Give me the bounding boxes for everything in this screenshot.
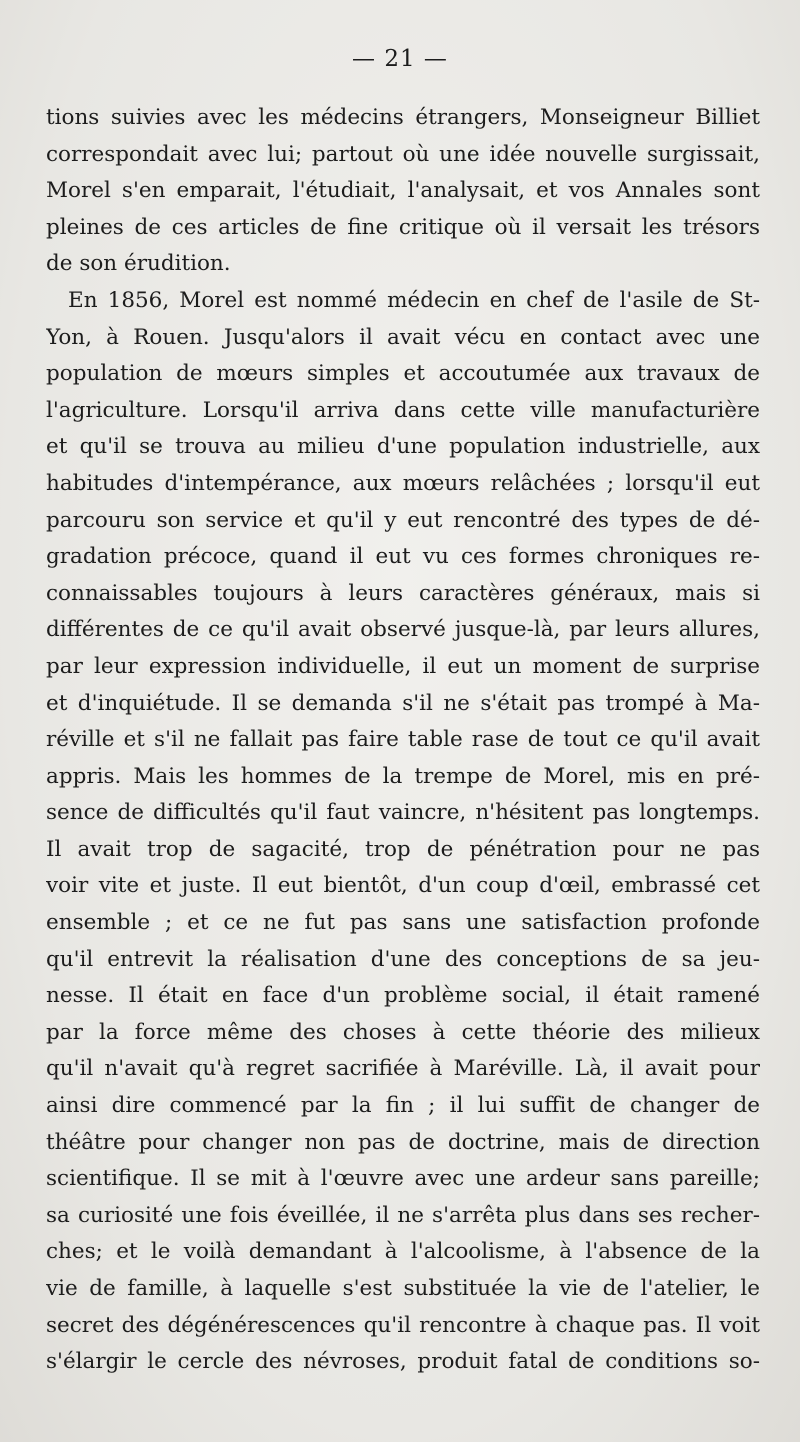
text-line: l'agriculture. Lorsqu'il arriva dans cette ville manufacturière (46, 397, 760, 423)
text-line: correspondait avec lui; partout où une idée nouvelle surgissait, (46, 141, 760, 167)
text-line: et qu'il se trouva au milieu d'une population industrielle, aux (46, 434, 760, 460)
text-line: voir vite et juste. Il eut bientôt, d'un coup d'œil, embrassé cet (46, 873, 760, 899)
text-line: pleines de ces articles de fine critique où il versait les trésors (46, 214, 760, 240)
text-line: de son érudition. (46, 251, 231, 277)
text-line: nesse. Il était en face d'un problème social, il était ramené (46, 983, 760, 1009)
text-line: parcouru son service et qu'il y eut rencontré des types de dé- (46, 507, 760, 533)
text-line: réville et s'il ne fallait pas faire table rase de tout ce qu'il avait (46, 727, 760, 753)
page-number: — 21 — (352, 46, 448, 72)
text-line: sa curiosité une fois éveillée, il ne s'arrêta plus dans ses recher- (46, 1202, 760, 1228)
text-line: par leur expression individuelle, il eut un moment de surprise (46, 653, 760, 679)
text-line: connaissables toujours à leurs caractères généraux, mais si (46, 580, 760, 606)
text-line: En 1856, Morel est nommé médecin en chef de l'asile de St- (68, 287, 760, 313)
text-line: vie de famille, à laquelle s'est substituée la vie de l'atelier, le (46, 1276, 760, 1301)
body-text (46, 100, 760, 1381)
text-line: scientifique. Il se mit à l'œuvre avec une ardeur sans pareille; (46, 1166, 760, 1192)
text-line: ainsi dire commencé par la fin ; il lui suffit de changer de (46, 1093, 760, 1119)
text-line: habitudes d'intempérance, aux mœurs relâchées ; lorsqu'il eut (46, 470, 760, 496)
text-line: différentes de ce qu'il avait observé jusque-là, par leurs allures, (46, 617, 760, 643)
text-line: et d'inquiétude. Il se demanda s'il ne s'était pas trompé à Ma- (46, 690, 760, 716)
text-line: tions suivies avec les médecins étrangers, Monseigneur Billiet (46, 105, 760, 130)
text-line: Morel s'en emparait, l'étudiait, l'analysait, et vos Annales sont (46, 178, 760, 204)
text-line: qu'il entrevit la réalisation d'une des conceptions de sa jeu- (46, 946, 760, 972)
text-line: ensemble ; et ce ne fut pas sans une satisfaction profonde (46, 910, 760, 936)
text-line: population de mœurs simples et accoutumée aux travaux de (46, 361, 760, 387)
text-line: gradation précoce, quand il eut vu ces formes chroniques re- (46, 544, 760, 570)
text-line: sence de difficultés qu'il faut vaincre, n'hésitent pas longtemps. (46, 800, 760, 826)
text-line: théâtre pour changer non pas de doctrine, mais de direction (46, 1129, 760, 1155)
text-line: appris. Mais les hommes de la trempe de Morel, mis en pré- (46, 763, 760, 789)
text-line: s'élargir le cercle des névroses, produit fatal de conditions so- (46, 1349, 760, 1375)
text-line: ches; et le voilà demandant à l'alcoolisme, à l'absence de la (46, 1239, 760, 1265)
text-line: qu'il n'avait qu'à regret sacrifiée à Maréville. Là, il avait pour (46, 1056, 760, 1082)
text-line: par la force même des choses à cette théorie des milieux (46, 1019, 760, 1045)
text-line: secret des dégénérescences qu'il rencontre à chaque pas. Il voit (46, 1312, 760, 1338)
text-line: Yon, à Rouen. Jusqu'alors il avait vécu en contact avec une (46, 324, 760, 350)
text-line: Il avait trop de sagacité, trop de pénétration pour ne pas (46, 836, 760, 862)
